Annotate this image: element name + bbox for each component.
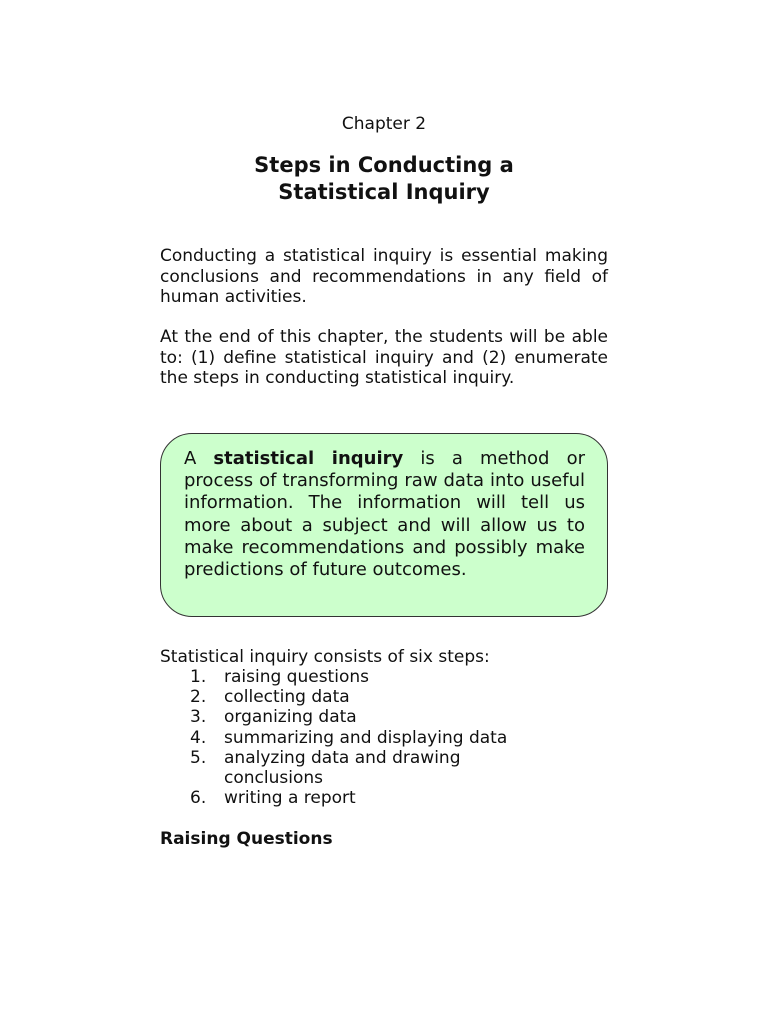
list-item bbox=[190, 667, 590, 687]
steps-list bbox=[190, 667, 590, 808]
definition-box bbox=[160, 433, 608, 617]
list-item bbox=[190, 728, 590, 748]
step-text: raising questions bbox=[224, 667, 369, 687]
step-number: 6. bbox=[190, 788, 207, 809]
list-item bbox=[190, 707, 590, 727]
step-number: 3. bbox=[190, 707, 207, 728]
step-text: summarizing and displaying data bbox=[224, 727, 508, 748]
list-item bbox=[190, 687, 590, 707]
step-text: organizing data bbox=[224, 707, 357, 728]
chapter-title bbox=[160, 152, 608, 206]
step-number: 4. bbox=[190, 727, 207, 748]
step-number: 5. bbox=[190, 747, 207, 768]
steps-intro: Statistical inquiry consists of six steps: bbox=[160, 647, 490, 667]
intro-paragraph-2: At the end of this chapter, the students will be able to: (1) define statistical inquiry and (2) enumerate the steps in conducting statistical inquiry. bbox=[160, 327, 608, 388]
list-item bbox=[190, 788, 590, 808]
definition-term: statistical inquiry bbox=[213, 448, 404, 469]
intro-paragraph-1: Conducting a statistical inquiry is essential making conclusions and recommendations in any field of human activities. bbox=[160, 246, 608, 307]
step-text: analyzing data and drawing conclusions bbox=[224, 747, 461, 789]
step-number: 1. bbox=[190, 667, 207, 687]
list-item bbox=[190, 748, 504, 788]
chapter-label: Chapter 2 bbox=[341, 114, 427, 134]
step-text: collecting data bbox=[224, 687, 350, 708]
section-heading: Raising Questions bbox=[160, 829, 333, 849]
step-text: writing a report bbox=[224, 788, 356, 809]
definition-text bbox=[184, 448, 585, 581]
chapter-title-line-1: Steps in Conducting a bbox=[254, 153, 514, 177]
step-number: 2. bbox=[190, 687, 207, 708]
definition-body: is a method or process of transforming raw data into useful information. The information will tell us more about a subject and will allow us to make recommendations and possibly make predictions of future outcomes. bbox=[184, 448, 585, 581]
definition-prefix: A bbox=[184, 448, 214, 469]
chapter-title-line-2: Statistical Inquiry bbox=[278, 180, 490, 204]
